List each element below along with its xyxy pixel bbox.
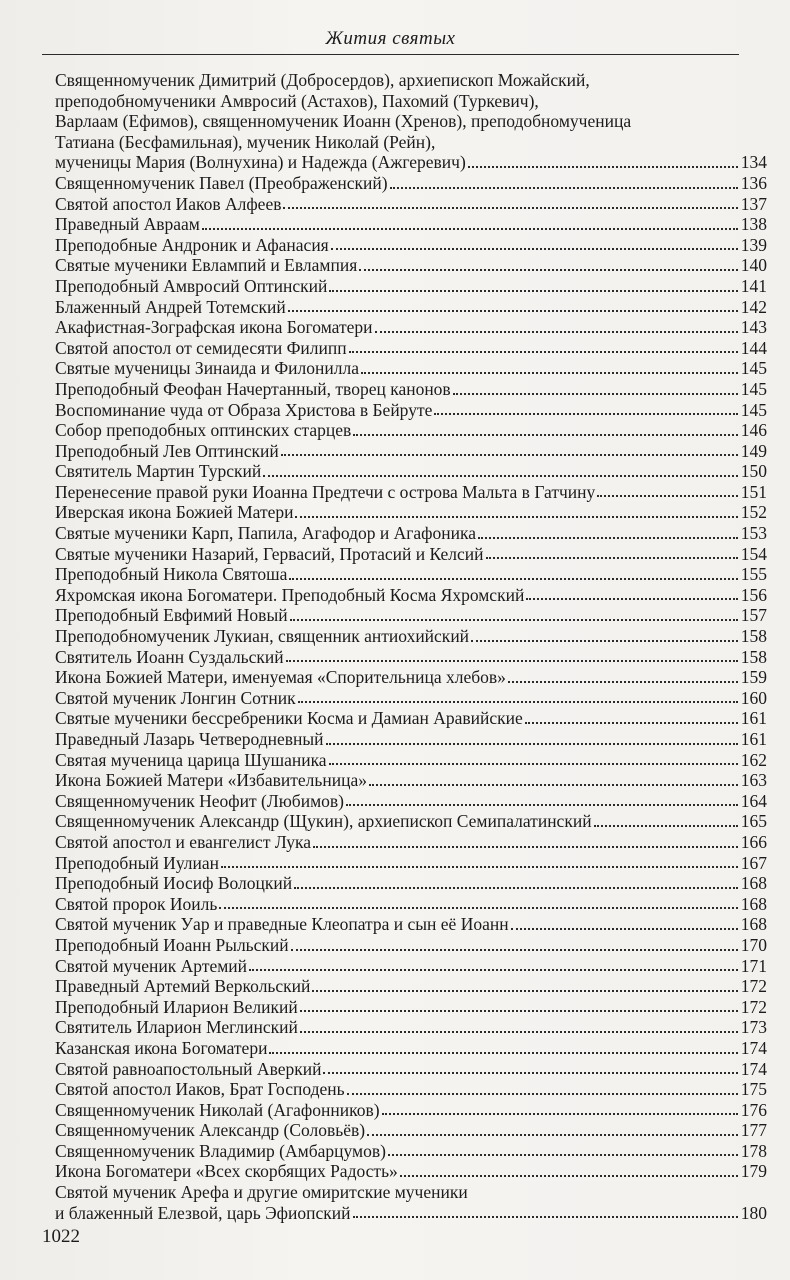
dot-leader <box>508 681 738 683</box>
toc-entry-title-line: Татиана (Бесфамильная), мученик Николай (Рейн), <box>55 131 436 152</box>
toc-entry-page: 165 <box>740 811 767 832</box>
toc-entry-title: Преподобный Никола Святоша <box>55 564 288 585</box>
toc-entry-page: 144 <box>740 337 767 358</box>
dot-leader <box>486 557 738 559</box>
dot-leader <box>525 722 738 724</box>
toc-entry-page: 152 <box>740 502 767 523</box>
table-of-contents <box>55 70 767 1223</box>
toc-entry-title: Преподобный Иоанн Рыльский <box>55 934 289 955</box>
dot-leader <box>269 1052 737 1054</box>
toc-entry-title: Акафистная-Зографская икона Богоматери <box>55 317 373 338</box>
dot-leader <box>353 434 737 436</box>
toc-entry <box>55 585 767 606</box>
dot-leader <box>453 393 738 395</box>
toc-entry <box>55 173 767 194</box>
toc-entry-title: Казанская икона Богоматери <box>55 1037 268 1058</box>
toc-entry-page: 154 <box>740 543 767 564</box>
dot-leader <box>298 701 738 703</box>
dot-leader <box>471 640 738 642</box>
toc-entry-title-line: Варлаам (Ефимов), священномученик Иоанн (Хренов), преподобномученица <box>55 111 632 132</box>
toc-entry-title: Праведный Артемий Веркольский <box>55 976 311 997</box>
toc-entry-title: Святой мученик Лонгин Сотник <box>55 687 296 708</box>
dot-leader <box>347 1093 738 1095</box>
toc-entry-page: 151 <box>740 481 767 502</box>
toc-entry-title: Блаженный Андрей Тотемский <box>55 296 286 317</box>
toc-entry-title: Святой мученик Артемий <box>55 955 248 976</box>
toc-entry-page: 174 <box>740 1058 767 1079</box>
toc-entry <box>55 770 767 791</box>
toc-entry-title: Собор преподобных оптинских старцев <box>55 420 352 441</box>
toc-entry <box>55 461 767 482</box>
toc-entry-page: 134 <box>740 152 767 173</box>
toc-entry-page: 173 <box>740 1017 767 1038</box>
toc-entry-title: Святитель Иларион Меглинский <box>55 1017 298 1038</box>
toc-entry-page: 179 <box>740 1161 767 1182</box>
toc-entry <box>55 976 767 997</box>
toc-entry-page: 145 <box>740 358 767 379</box>
dot-leader <box>478 537 738 539</box>
toc-entry <box>55 688 767 709</box>
toc-entry-title-line: преподобномученики Амвросий (Астахов), Пахомий (Туркевич), <box>55 90 539 111</box>
toc-entry-page: 145 <box>740 378 767 399</box>
toc-entry <box>55 1120 767 1141</box>
toc-entry-title-line: Священномученик Димитрий (Добросердов), архиепископ Можайский, <box>55 70 590 90</box>
dot-leader <box>375 331 738 333</box>
toc-entry <box>55 605 767 626</box>
toc-entry-page: 160 <box>740 687 767 708</box>
toc-entry-page: 167 <box>740 852 767 873</box>
toc-entry-title: Святая мученица царица Шушаника <box>55 749 327 770</box>
dot-leader <box>329 763 738 765</box>
dot-leader <box>289 578 737 580</box>
toc-entry-title: Святые мученицы Зинаида и Филонилла <box>55 358 359 379</box>
dot-leader <box>283 207 737 209</box>
toc-entry <box>55 1182 767 1223</box>
header-rule <box>42 54 739 55</box>
dot-leader <box>594 825 738 827</box>
toc-entry <box>55 235 767 256</box>
toc-entry-page: 168 <box>740 873 767 894</box>
toc-entry-page: 161 <box>740 729 767 749</box>
toc-entry-page: 139 <box>740 234 767 255</box>
dot-leader <box>281 454 738 456</box>
dot-leader <box>326 743 738 745</box>
toc-entry <box>55 482 767 503</box>
toc-entry <box>55 255 767 276</box>
toc-entry <box>55 502 767 523</box>
toc-entry <box>55 1141 767 1162</box>
toc-entry-page: 166 <box>740 831 767 852</box>
toc-entry-page: 172 <box>740 976 767 997</box>
toc-entry <box>55 832 767 853</box>
toc-entry <box>55 297 767 318</box>
toc-entry-page: 145 <box>740 399 767 420</box>
toc-entry-title: Икона Богоматери «Всех скорбящих Радость» <box>55 1161 398 1182</box>
toc-entry-title: Преподобный Амвросий Оптинский <box>55 275 328 296</box>
toc-entry-page: 156 <box>740 584 767 605</box>
dot-leader <box>361 372 738 374</box>
dot-leader <box>434 413 737 415</box>
toc-entry-title: и блаженный Елезвой, царь Эфиопский <box>55 1202 351 1223</box>
toc-entry-title: Преподобные Андроник и Афанасия <box>55 234 329 255</box>
toc-entry-page: 155 <box>740 564 767 585</box>
toc-entry-title: Икона Божией Матери, именуемая «Спорительница хлебов» <box>55 667 506 688</box>
toc-entry-page: 158 <box>740 626 767 647</box>
toc-entry-page: 162 <box>740 749 767 770</box>
toc-entry-title: Святой апостол и евангелист Лука <box>55 831 312 852</box>
toc-entry <box>55 276 767 297</box>
toc-entry <box>55 667 767 688</box>
toc-entry-title: Святой апостол от семидесяти Филипп <box>55 337 347 358</box>
toc-entry-page: 142 <box>740 296 767 317</box>
toc-entry-title: Святой пророк Иоиль <box>55 893 218 914</box>
toc-entry-page: 175 <box>740 1079 767 1100</box>
toc-entry <box>55 853 767 874</box>
dot-leader <box>295 516 737 518</box>
toc-entry-page: 136 <box>740 172 767 193</box>
toc-entry <box>55 564 767 585</box>
toc-entry-page: 140 <box>740 255 767 276</box>
toc-entry-title: Святые мученики Назарий, Гервасий, Протасий и Келсий <box>55 543 484 564</box>
dot-leader <box>300 1010 738 1012</box>
dot-leader <box>353 1216 738 1218</box>
toc-entry-title: Преподобный Евфимий Новый <box>55 605 288 626</box>
toc-entry-title: Святые мученики Евлампий и Евлампия <box>55 255 358 276</box>
toc-entry-page: 174 <box>740 1037 767 1058</box>
dot-leader <box>369 784 738 786</box>
toc-entry <box>55 873 767 894</box>
dot-leader <box>388 1154 738 1156</box>
toc-entry <box>55 1038 767 1059</box>
dot-leader <box>468 166 738 168</box>
toc-entry-page: 180 <box>740 1202 767 1223</box>
toc-entry-title: Священномученик Александр (Щукин), архиепископ Семипалатинский <box>55 811 592 832</box>
toc-entry <box>55 750 767 771</box>
toc-entry <box>55 358 767 379</box>
toc-entry-title: Святой равноапостольный Аверкий <box>55 1058 322 1079</box>
toc-entry <box>55 1059 767 1080</box>
toc-entry-page: 164 <box>740 790 767 811</box>
toc-entry-title: Перенесение правой руки Иоанна Предтечи с острова Мальта в Гатчину <box>55 481 596 502</box>
dot-leader <box>288 310 738 312</box>
dot-leader <box>346 804 738 806</box>
toc-entry <box>55 1079 767 1100</box>
toc-entry-title: Священномученик Николай (Агафонников) <box>55 1099 380 1120</box>
toc-entry <box>55 956 767 977</box>
toc-entry <box>55 317 767 338</box>
dot-leader <box>300 1031 738 1033</box>
toc-entry-last-line <box>55 152 767 173</box>
dot-leader <box>221 866 738 868</box>
toc-entry-page: 176 <box>740 1099 767 1120</box>
toc-entry-page: 170 <box>740 934 767 955</box>
toc-entry-title: Священномученик Владимир (Амбарцумов) <box>55 1140 386 1161</box>
toc-entry-title: Преподобный Феофан Начертанный, творец канонов <box>55 378 451 399</box>
toc-entry-page: 168 <box>740 893 767 914</box>
toc-entry-page: 171 <box>740 955 767 976</box>
toc-entry <box>55 214 767 235</box>
toc-entry <box>55 70 767 173</box>
dot-leader <box>290 619 738 621</box>
page-number: 1022 <box>42 1226 80 1247</box>
toc-entry <box>55 1161 767 1182</box>
dot-leader <box>219 907 737 909</box>
toc-entry-page: 153 <box>740 523 767 544</box>
toc-entry-title: Яхромская икона Богоматери. Преподобный Косма Яхромский <box>55 584 525 605</box>
toc-entry-title: Святой апостол Иаков, Брат Господень <box>55 1079 345 1100</box>
toc-entry-page: 141 <box>740 275 767 296</box>
toc-entry <box>55 626 767 647</box>
toc-entry-page: 159 <box>740 667 767 688</box>
toc-entry <box>55 400 767 421</box>
dot-leader <box>294 887 738 889</box>
toc-entry-page: 161 <box>740 708 767 729</box>
dot-leader <box>511 928 738 930</box>
toc-entry <box>55 338 767 359</box>
toc-entry-title: Святой мученик Уар и праведные Клеопатра и сын её Иоанн <box>55 914 509 935</box>
toc-entry <box>55 729 767 750</box>
toc-entry-page: 146 <box>740 420 767 441</box>
toc-entry <box>55 441 767 462</box>
toc-entry-page: 149 <box>740 440 767 461</box>
toc-entry-title: Икона Божией Матери «Избавительница» <box>55 770 367 791</box>
dot-leader <box>313 846 738 848</box>
toc-entry-page: 143 <box>740 317 767 338</box>
toc-entry <box>55 379 767 400</box>
toc-entry <box>55 1017 767 1038</box>
toc-entry-title-line: Святой мученик Арефа и другие омиритские мученики <box>55 1182 468 1203</box>
toc-entry-title: Священномученик Александр (Соловьёв) <box>55 1120 366 1141</box>
toc-entry <box>55 647 767 668</box>
toc-entry <box>55 708 767 729</box>
dot-leader <box>323 1072 737 1074</box>
toc-entry-page: 168 <box>740 914 767 935</box>
toc-entry-title: Преподобномученик Лукиан, священник антиохийский <box>55 626 470 647</box>
toc-entry-title: Преподобный Иларион Великий <box>55 996 298 1017</box>
toc-entry-title: Святитель Мартин Турский <box>55 461 262 482</box>
toc-entry-page: 158 <box>740 646 767 667</box>
toc-entry-page: 138 <box>740 214 767 235</box>
toc-entry <box>55 811 767 832</box>
dot-leader <box>597 495 738 497</box>
toc-entry-title: Святые мученики бессребреники Косма и Дамиан Аравийские <box>55 708 523 729</box>
dot-leader <box>312 990 737 992</box>
dot-leader <box>382 1113 738 1115</box>
toc-entry-page: 178 <box>740 1140 767 1161</box>
toc-entry-title: мученицы Мария (Волнухина) и Надежда (Ажгеревич) <box>55 152 466 173</box>
toc-entry-title: Преподобный Иулиан <box>55 852 220 873</box>
dot-leader <box>349 351 738 353</box>
dot-leader <box>329 290 737 292</box>
toc-entry-title: Праведный Авраам <box>55 214 200 235</box>
dot-leader <box>526 598 737 600</box>
dot-leader <box>359 269 737 271</box>
dot-leader <box>263 475 738 477</box>
dot-leader <box>331 248 738 250</box>
running-head: Жития святых <box>325 28 456 49</box>
toc-entry-title: Святитель Иоанн Суздальский <box>55 646 284 667</box>
toc-entry-title: Священномученик Павел (Преображенский) <box>55 172 388 193</box>
toc-entry <box>55 420 767 441</box>
dot-leader <box>286 660 738 662</box>
toc-entry-title: Воспоминание чуда от Образа Христова в Бейруте <box>55 399 433 420</box>
toc-entry-page: 137 <box>740 193 767 214</box>
dot-leader <box>202 228 738 230</box>
toc-entry-page: 172 <box>740 996 767 1017</box>
toc-entry-page: 157 <box>740 605 767 626</box>
dot-leader <box>400 1175 738 1177</box>
dot-leader <box>367 1134 738 1136</box>
toc-entry <box>55 894 767 915</box>
toc-entry-title: Святой апостол Иаков Алфеев <box>55 193 282 214</box>
toc-entry-title: Праведный Лазарь Четверодневный <box>55 729 324 749</box>
toc-entry <box>55 914 767 935</box>
toc-entry-page: 177 <box>740 1120 767 1141</box>
toc-entry-page: 150 <box>740 461 767 482</box>
toc-entry-title: Преподобный Лев Оптинский <box>55 440 279 461</box>
toc-entry <box>55 523 767 544</box>
toc-entry <box>55 997 767 1018</box>
toc-entry-title: Преподобный Иосиф Волоцкий <box>55 873 293 894</box>
toc-entry-title: Иверская икона Божией Матери <box>55 502 294 523</box>
toc-entry-last-line <box>55 1203 767 1224</box>
dot-leader <box>249 969 738 971</box>
toc-entry <box>55 544 767 565</box>
toc-entry <box>55 194 767 215</box>
toc-entry-title: Священномученик Неофит (Любимов) <box>55 790 344 811</box>
toc-entry-page: 163 <box>740 770 767 791</box>
toc-entry <box>55 791 767 812</box>
dot-leader <box>291 949 738 951</box>
toc-entry-title: Святые мученики Карп, Папила, Агафодор и Агафоника <box>55 523 476 544</box>
dot-leader <box>390 187 738 189</box>
toc-entry <box>55 1100 767 1121</box>
toc-entry <box>55 935 767 956</box>
